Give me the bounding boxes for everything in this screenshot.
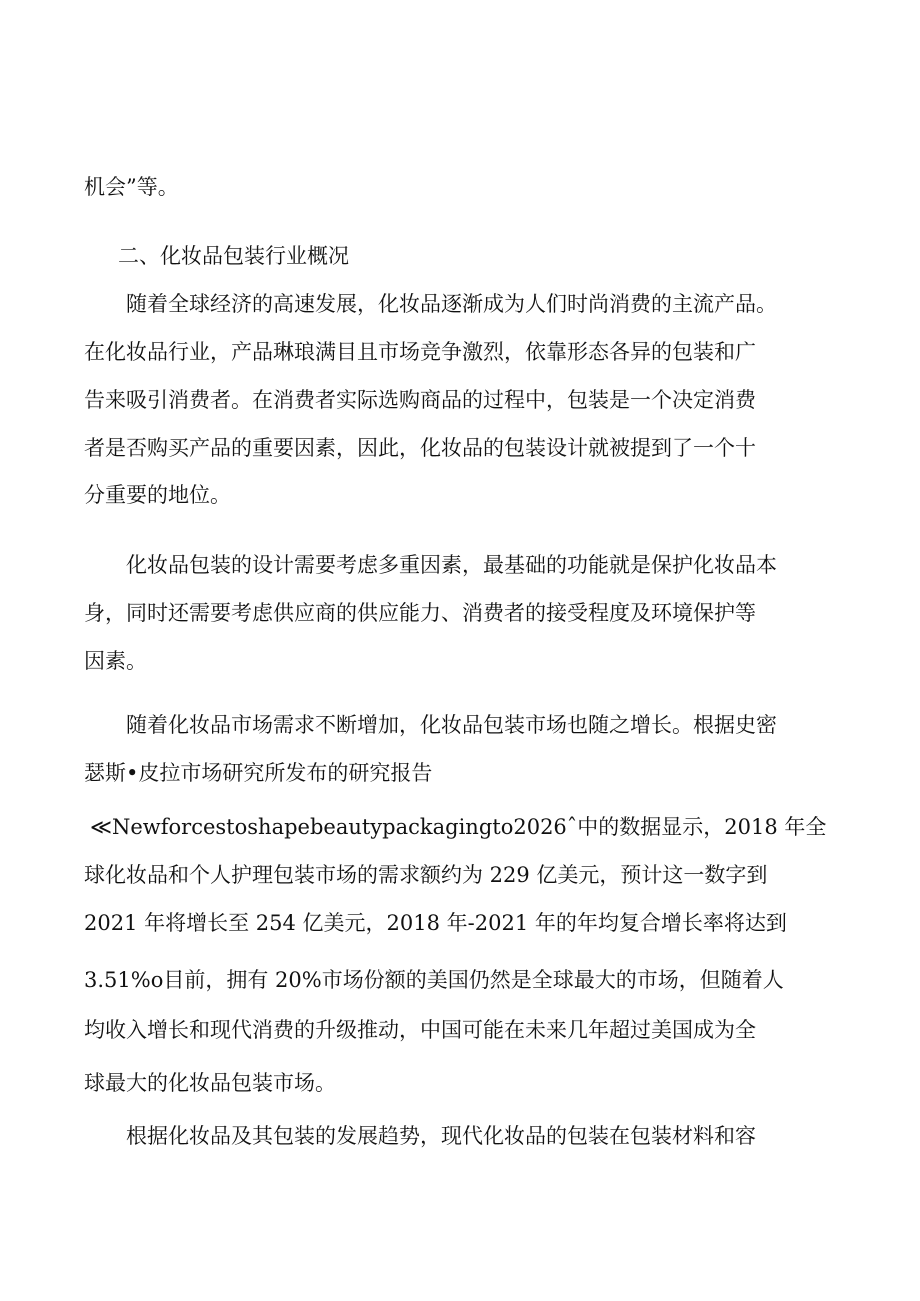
paragraph-line: 根据化妆品及其包装的发展趋势，现代化妆品的包装在包装材料和容	[126, 1124, 756, 1148]
paragraph-line: 告来吸引消费者。在消费者实际选购商品的过程中，包装是一个决定消费	[84, 388, 756, 412]
paragraph-line: 均收入增长和现代消费的升级推动，中国可能在未来几年超过美国成为全	[84, 1018, 756, 1042]
paragraph-line: 2021 年将增长至 254 亿美元，2018 年-2021 年的年均复合增长率将达到	[84, 911, 787, 935]
paragraph-line: ≪Newforcestoshapebeautypackagingto2026ˆ中的数据显示，2018 年全	[90, 815, 827, 839]
paragraph-line: 机会”等。	[84, 175, 179, 199]
paragraph-line: 分重要的地位。	[84, 483, 231, 507]
paragraph-line: 球最大的化妆品包装市场。	[84, 1071, 336, 1095]
paragraph-line: 球化妆品和个人护理包装市场的需求额约为 229 亿美元，预计这一数字到	[84, 863, 768, 887]
paragraph-line: 随着全球经济的高速发展，化妆品逐渐成为人们时尚消费的主流产品。	[126, 292, 777, 316]
paragraph-line: 在化妆品行业，产品琳琅满目且市场竞争激烈，依靠形态各异的包装和广	[84, 340, 756, 364]
paragraph-line: 化妆品包装的设计需要考虑多重因素，最基础的功能就是保护化妆品本	[126, 553, 777, 577]
paragraph-line: 3.51%o目前，拥有 20%市场份额的美国仍然是全球最大的市场，但随着人	[84, 968, 784, 992]
section-heading: 二、化妆品包装行业概况	[118, 244, 349, 268]
paragraph-line: 随着化妆品市场需求不断增加，化妆品包装市场也随之增长。根据史密	[126, 713, 777, 737]
paragraph-line: 因素。	[84, 649, 147, 673]
paragraph-line: 身，同时还需要考虑供应商的供应能力、消费者的接受程度及环境保护等	[84, 601, 756, 625]
paragraph-line: 瑟斯•皮拉市场研究所发布的研究报告	[84, 761, 433, 785]
paragraph-line: 者是否购买产品的重要因素，因此，化妆品的包装设计就被提到了一个十	[84, 436, 756, 460]
